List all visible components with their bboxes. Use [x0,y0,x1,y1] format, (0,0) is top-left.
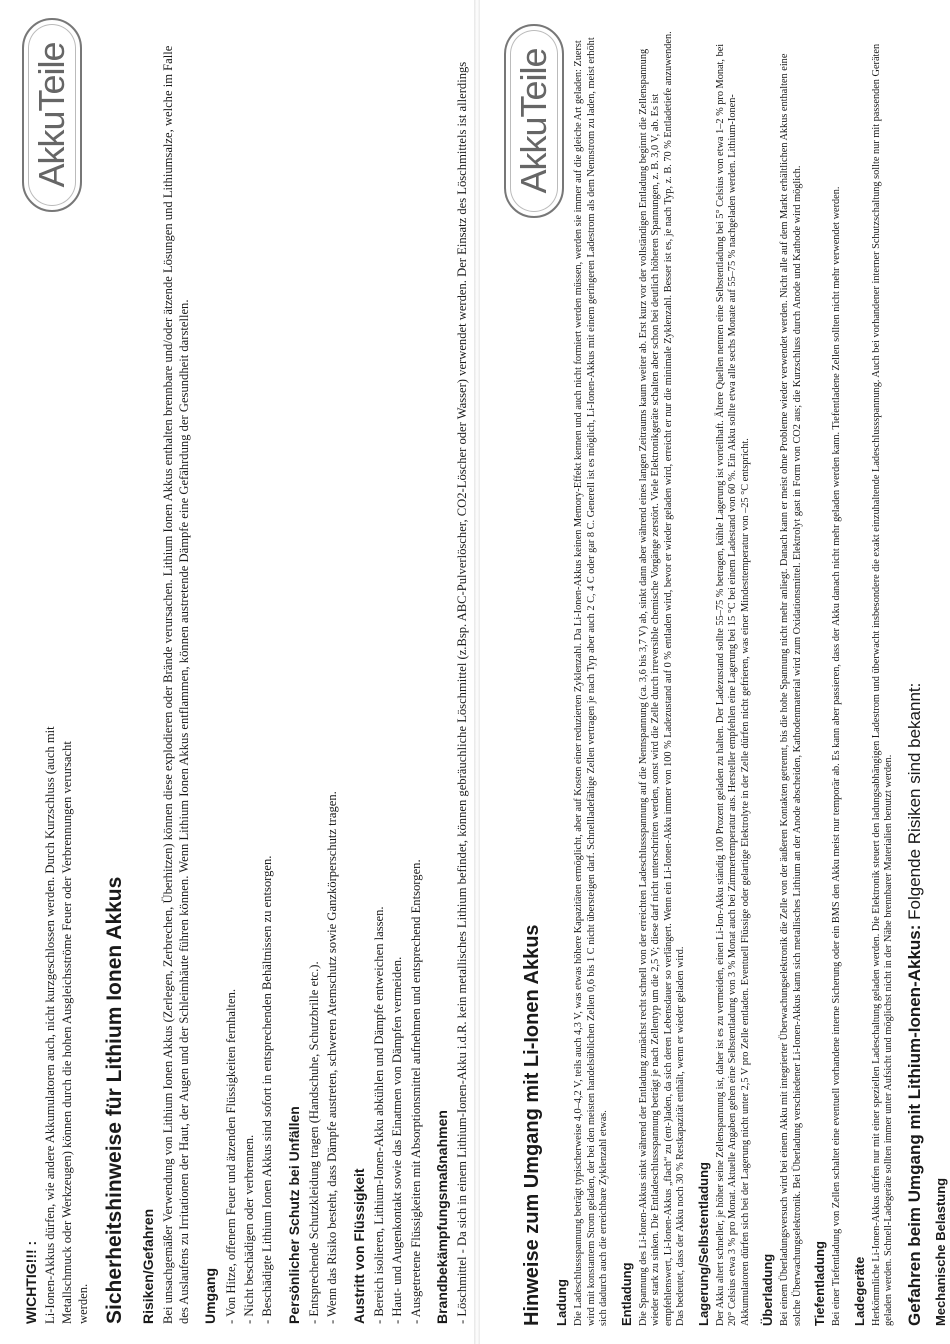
section-storage [696,30,753,1326]
list-item: - Von Hitze, offenem Feuer und ätzenden Flüssigkeiten fernhalten. [223,988,238,1324]
section-discharging [619,30,688,1326]
list-item: - Löschmittel - Da sich in einem Lithium-Ionen-Akku i.d.R. kein metallisches Lithium befindet, können gebräuchliche Löschmittel (z.Bsp. ABC-Pulverlöscher, CO2-Löscher oder Wasser) verwendet werden. Der Einsatz des Löschmittels ist allerdings [455,61,470,1324]
warning-text: Li-Ionen-Akkus dürfen, wie andere Akkumulatoren auch, nicht kurzgeschlossen werden. Durch Kurzschluss (auch mit Metallschmuck oder Werkzeugen) können durch die hohen Ausgleichsströme Feuer oder Verbrennungen verursacht werden. [43,726,90,1324]
section-heading: Tiefentladung [812,1241,828,1326]
section-heading: Persönlicher Schutz bei Unfällen [285,1106,302,1324]
list-item: - Haut- und Augenkontakt sowie das Einatmen von Dämpfen vermeiden. [390,956,405,1324]
akkuteile-logo: AkkuTeile [22,18,82,212]
section-charging [554,30,611,1326]
section-firefighting [433,30,470,1324]
section-heading: Überladung [760,1253,776,1326]
right-content [554,30,950,1326]
section-heading: Austritt von Flüssigkeit [350,1168,367,1324]
warning-title: WICHTIG!!! : [23,1240,39,1324]
risks-heading-bold: Gefahren beim Umgang mit Lithium-Ionen-Akkus: [904,924,924,1326]
akkuteile-logo: AkkuTeile [504,24,564,218]
section-text: Bei unsachgemäßer Verwendung von Lithium Ionen Akkus (Zerlegen, Zerbrechen, Überhitzen) können diese explodieren oder Brände verursachen. Lithium Ionen Akkus enthalten brennbare und/oder ätzende Lösungen und Lithiumsalze, welche im Falle des Auslaufens zu Irritationen der Haut, der Augen und der Schleimhäute führen können. Wenn Lithium Ionen Akkus entflammen, können austretende Dämpfe eine Gefährdung der Gesundheit darstellen. [160,45,192,1324]
section-text: Der Akku altert schneller, je höher seine Zellenspannung ist, daher ist es zu vermeiden, einen Li-Ion-Akku ständig 100 Prozent geladen zu halten. Der Ladezustand sollte 55–75 % betragen, kühle Lagerung ist vorteilhaft. Ältere Quellen nennen eine Selbstentladung bei 5° Celsius von etwa 1–2 % pro Monat, bei 20° Celsius etwa 3 % pro Monat. Aktuelle Angaben gehen eine Selbstentladung von 3 % Monat auch bei Zimmertemperatur aus. Hersteller empfehlen eine Lagerung bei 15 °C bei einem Ladestand von 60 %. Ein Akku sollte etwa alle sechs Monate auf 55–75 % nachgeladen werden. Lithium-Ionen-Akkumulatoren dürfen sich bei der Lagerung nicht unter 2,5 V pro Zelle entladen. Eventuell Flüssige oder gelartige Elektrolyte in der Zelle dürfen nicht gefrieren, was einer Mindesttemperatur von –25 °C entspricht. [714,43,751,1326]
section-deep-discharge [812,30,843,1326]
right-page [480,0,950,1344]
section-leakage [350,30,424,1324]
section-heading: Lagerung/Selbstentladung [695,1162,711,1326]
page-title: Sicherheitshinweise für Lithium Ionen Akkus [103,876,127,1324]
section-text: Bei einer Tiefentladung von Zellen schaltet eine eventuell vorhandene interne Sicherung oder ein BMS den Akku meist nur temporär ab. Es kann aber passieren, dass der Akku danach nicht mehr geladen werden kann. Tiefentladene Zellen sollten nicht mehr verwendet werden. [831,186,843,1326]
warning-box [22,704,91,1324]
section-heading: Ladegeräte [851,1256,867,1326]
section-heading: Mechanische Belastung [933,1177,949,1326]
left-content [139,30,470,1324]
list-item: - Bereich isolieren, Lithium-Ionen-Akku abkühlen und Dämpfe entweichen lassen. [371,906,386,1324]
list-item: - Entsprechende Schutzkleidung tragen (Handschuhe, Schutzbrille etc.). [306,961,321,1324]
section-text: Herkömmliche Li-Ionen-Akkus dürfen nur mit einer speziellen Ladeschaltung geladen werden. Die Elektronik steuert den ladungsabhängigen Ladestrom und überwacht insbesondere die exakt einzuhaltende Ladeschlussspannung. Auch bei vorhandener interner Schutzschaltung sollte nur mit passenden Geräten geladen werden. Schnell-Ladegeräte sollten immer unter Aufsicht und möglichst nicht in der Nähe brennbarer Materialien benutzt werden. [870,43,895,1326]
list-item: - Nicht beschädigen oder verbrennen. [242,1134,257,1324]
page-title: Hinweise zum Umgang mit Li-Ionen Akkus [521,924,543,1326]
list-item: - Ausgetretene Flüssigkeiten mit Absorptionsmittel aufnehmen und entsprechend Entsorgen. [408,859,423,1324]
section-risks [139,30,193,1324]
section-overcharge [760,30,804,1326]
section-heading: Entladung [618,1262,634,1326]
left-page [0,0,470,1344]
section-text: Bei einem Überladungsversuch wird bei einem Akku mit integrierter Überwachungselektronik die Zelle von der äußeren Kontakten getrennt, bis die hohe Spannung nicht mehr anliegt. Danach kann er meist ohne Probleme wieder verwendet werden. Nicht alle auf dem Markt erhältlichen Akkus enthalten eine solche Überwachungselektronik. Bei Überladung verschiedener Li-Ionen-Akkus kann sich metallisches Lithium an der Anode abscheiden, Kathodenmaterial wird zum Oxidationsmittel. Elektrolyt gast in Form von CO2 aus; die Kurzschluss durch Anode und Kathode wird möglich. [779,53,803,1326]
list-item: - Beschädigte Lithium Ionen Akkus sind sofort in entsprechenden Behältnissen zu entsorgen. [260,855,275,1324]
list-item: - Wenn das Risiko besteht, dass Dämpfe austreten, schweren Atemschutz sowie Ganzkörperschutz tragen. [325,791,340,1324]
section-heading: Umgang [202,1268,219,1324]
section-text: Die Ladeschlussspannung beträgt typischerweise 4,0–4,2 V, teils auch 4,3 V, was etwas höhere Kapazitäten ermöglicht, aber auf Kosten einer reduzierten Zyklenzahl. Da Li-Ionen-Akkus keinen Memory-Effekt kennen und auch nicht formiert werden müssen, werden sie immer auf die gleiche Art geladen: Zuerst wird mit konstantem Strom geladen, der bei den meisten handelsüblichen Zellen 0,6 bis 1 C nicht übersteigen darf. Schnellladefähige Zellen vertragen je nach Typ aber auch 2 C, 4 C oder gar 8 C. Generell ist es möglich, Li-Ionen-Akkus mit einem geringeren Ladestrom als dem Nennstrom zu laden, meist erhöht sich dadurch auch die erreichbare Zyklenzahl etwas. [573,37,610,1326]
risks-subheading: Folgende Risiken sind bekannt: [904,682,924,920]
section-handling [201,30,275,1324]
section-heading: Ladung [554,1279,570,1326]
section-heading: Risiken/Gefahren [139,1208,156,1324]
section-mechanical [933,30,950,1326]
section-text: Die Spannung des Li-Ionen-Akkus sinkt während der Entladung zunächst recht schnell von der erreichten Ladeschlussspannung auf die Nennspannung (ca. 3,6 bis 3,7 V) ab, sinkt dann aber während eines langen Zeitraums kaum weiter ab. Erst kurz vor der vollständigen Entladung beginnt die Zellenspannung wieder stark zu sinken. Die Entladeschlussspannung beträgt je nach Zellentyp um die 2,5 V; diese darf nicht unterschritten werden, sonst wird die Zelle durch irreversible chemische Vorgänge zerstört. Viele Elektronikgeräte schalten aber schon bei deutlich höheren Spannungen, z. B. 3,0 V, ab. Es ist empfehlenswert, Li-Ionen-Akkus „flach“ zu (ent-)laden, da sich deren Lebensdauer so verlängert. Wenn ein Li-Ionen-Akku immer von 100 % Ladezustand auf 0 % entladen wird, bevor er wieder geladen wird, erreicht er nur die minimale Zyklenzahl. Besser ist es, je nach Typ, z. B. 70 % Entladetiefe anzuwenden. Das bedeutet, dass der Akku noch 30 % Restkapazität enthält, wenn er wieder geladen wird. [637,31,687,1326]
section-protection [285,30,341,1324]
section-chargers [852,30,896,1326]
section-heading: Brandbekämpfungsmaßnahmen [433,1110,450,1324]
risks-heading [905,30,926,1326]
